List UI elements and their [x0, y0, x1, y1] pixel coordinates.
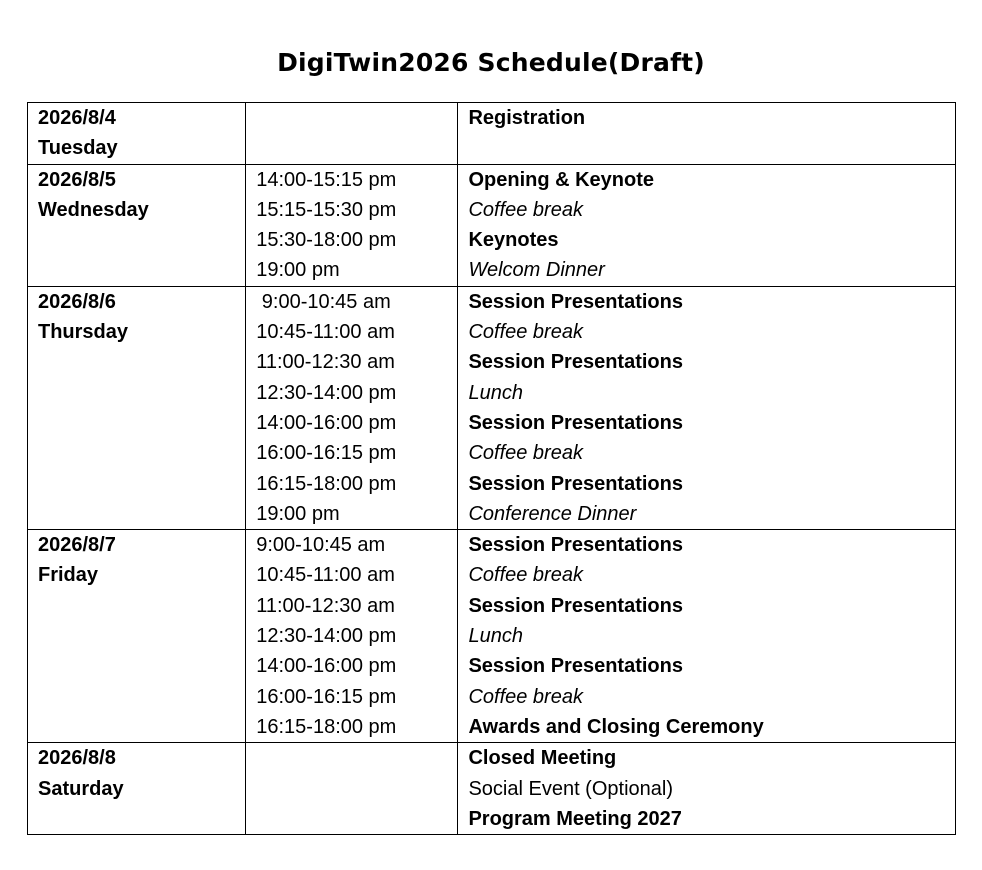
event-cell	[458, 286, 956, 529]
day-weekday: Tuesday	[38, 137, 118, 160]
event-name: Session Presentations	[468, 290, 683, 313]
time-slot: 11:00-12:30 am	[256, 351, 395, 374]
time-cell	[246, 743, 458, 835]
day-cell	[28, 530, 246, 743]
event-name: Session Presentations	[468, 594, 683, 617]
time-cell	[246, 164, 458, 286]
event-name: Session Presentations	[468, 351, 683, 374]
event-cell	[458, 103, 956, 165]
day-weekday: Wednesday	[38, 198, 149, 221]
event-cell	[458, 164, 956, 286]
event-name: Lunch	[468, 625, 523, 648]
event-name: Coffee break	[468, 442, 583, 465]
day-date: 2026/8/7	[38, 534, 116, 557]
day-date: 2026/8/6	[38, 290, 116, 313]
time-slot: 10:45-11:00 am	[256, 564, 395, 587]
time-slot: 16:00-16:15 pm	[256, 442, 397, 465]
schedule-body	[28, 103, 956, 835]
event-name: Keynotes	[468, 229, 559, 252]
time-slot	[256, 804, 449, 834]
event-name: Program Meeting 2027	[468, 807, 682, 830]
time-slot	[256, 774, 449, 804]
day-cell	[28, 743, 246, 835]
event-name: Coffee break	[468, 198, 583, 221]
day-weekday: Thursday	[38, 321, 129, 344]
event-name: Conference Dinner	[468, 502, 637, 525]
event-name: Opening & Keynote	[468, 168, 655, 191]
time-slot: 19:00 pm	[256, 259, 340, 282]
time-slot: 16:00-16:15 pm	[256, 685, 397, 708]
day-cell	[28, 286, 246, 529]
day-cell	[28, 164, 246, 286]
time-slot: 15:15-15:30 pm	[256, 198, 397, 221]
schedule-day-row	[28, 286, 956, 529]
event-name: Registration	[468, 107, 586, 129]
day-cell	[28, 103, 246, 165]
event-name: Social Event (Optional)	[468, 777, 673, 800]
schedule-table	[27, 102, 956, 835]
event-name: Awards and Closing Ceremony	[468, 715, 764, 738]
day-weekday: Friday	[38, 564, 99, 587]
event-name: Welcom Dinner	[468, 259, 605, 282]
event-name: Coffee break	[468, 321, 583, 344]
time-cell	[246, 286, 458, 529]
event-name: Lunch	[468, 381, 523, 404]
time-slot	[256, 743, 449, 773]
time-slot: 9:00-10:45 am	[256, 534, 386, 557]
day-date: 2026/8/8	[38, 747, 116, 770]
time-slot: 14:00-15:15 pm	[256, 168, 397, 191]
time-cell	[246, 530, 458, 743]
time-slot: 19:00 pm	[256, 502, 340, 525]
time-slot: 9:00-10:45 am	[256, 290, 391, 313]
day-date: 2026/8/4	[38, 107, 116, 129]
time-slot: 14:00-16:00 pm	[256, 655, 397, 678]
time-slot: 15:30-18:00 pm	[256, 229, 397, 252]
event-name: Session Presentations	[468, 655, 683, 678]
event-name: Closed Meeting	[468, 747, 617, 770]
time-cell	[246, 103, 458, 165]
time-slot: 11:00-12:30 am	[256, 594, 395, 617]
day-weekday: Saturday	[38, 777, 124, 800]
event-name: Session Presentations	[468, 534, 683, 557]
event-name: Coffee break	[468, 564, 583, 587]
day-date: 2026/8/5	[38, 168, 116, 191]
page-title: DigiTwin2026 Schedule(Draft)	[277, 48, 705, 77]
time-slot: 10:45-11:00 am	[256, 321, 395, 344]
time-slot: 16:15-18:00 pm	[256, 715, 397, 738]
time-slot	[256, 103, 449, 133]
time-slot: 12:30-14:00 pm	[256, 625, 397, 648]
event-name: Session Presentations	[468, 411, 683, 434]
schedule-day-row	[28, 743, 956, 835]
schedule-day-row	[28, 103, 956, 165]
schedule-day-row	[28, 530, 956, 743]
time-slot: 16:15-18:00 pm	[256, 472, 397, 495]
event-cell	[458, 530, 956, 743]
event-cell	[458, 743, 956, 835]
event-name: Session Presentations	[468, 472, 683, 495]
time-slot: 12:30-14:00 pm	[256, 381, 397, 404]
time-slot: 14:00-16:00 pm	[256, 411, 397, 434]
event-name: Coffee break	[468, 685, 583, 708]
schedule-day-row	[28, 164, 956, 286]
